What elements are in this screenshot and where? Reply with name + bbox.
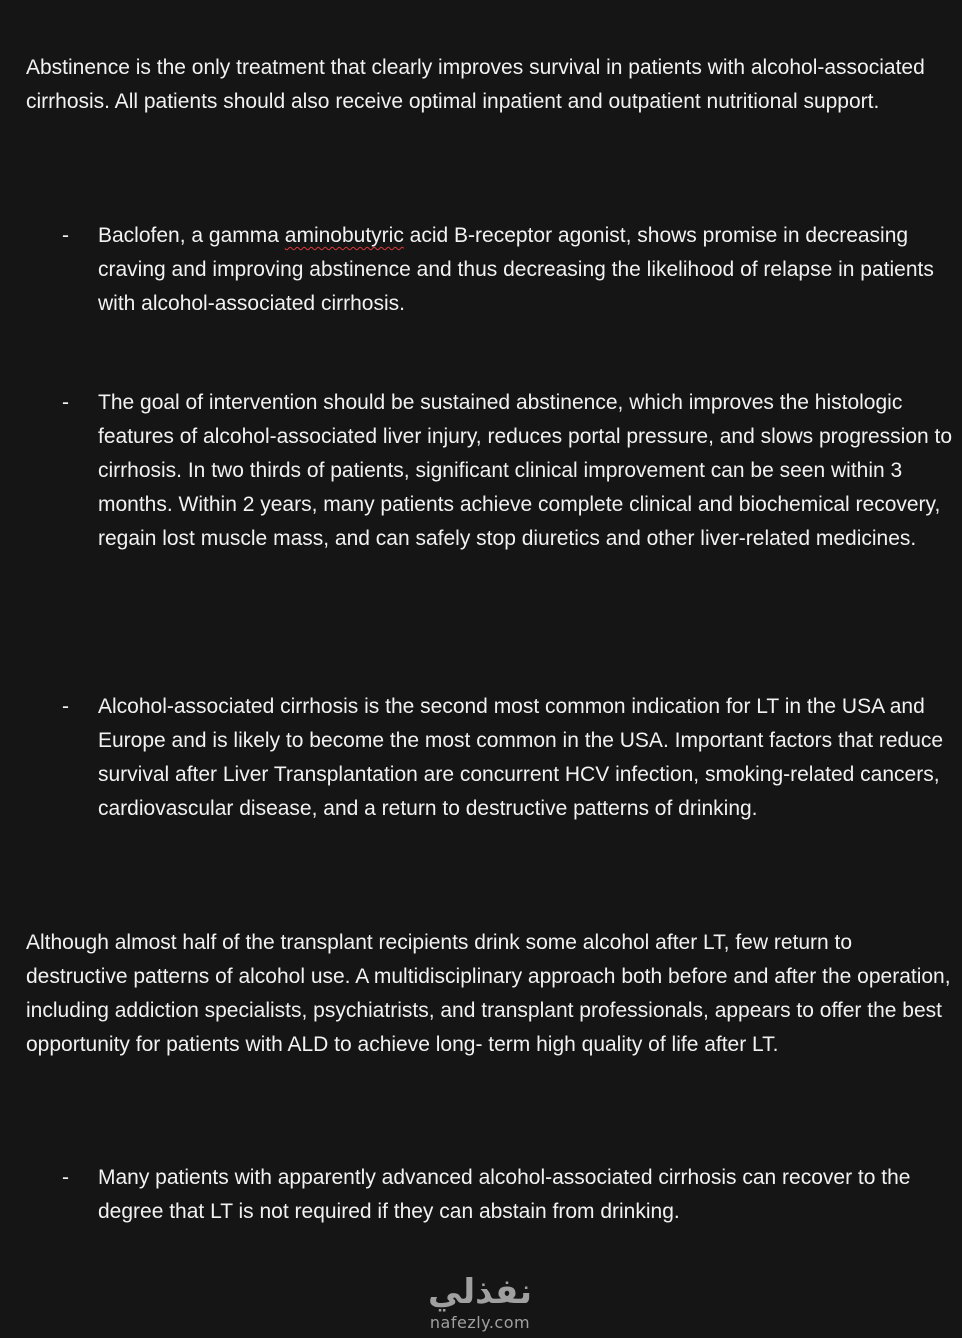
bullet-dash: - — [62, 695, 69, 718]
watermark-domain: nafezly.com — [429, 1313, 531, 1332]
bullet-text: Many patients with apparently advanced alcohol-associated cirrhosis can recover to the degree that LT is not required if they can abstain from drinking. — [98, 1166, 911, 1223]
bullet-recovery — [62, 1161, 952, 1229]
bullet-dash: - — [62, 391, 69, 414]
bullet-lt-indication — [62, 690, 952, 826]
bullet-text: The goal of intervention should be sustained abstinence, which improves the histologic features of alcohol-associated liver injury, reduces portal pressure, and slows progression to cirrhosis. In two thirds of patients, significant clinical improvement can be seen within 3 months. Within 2 years, many patients achieve complete clinical and biochemical recovery, regain lost muscle mass, and can safely stop diuretics and other liver-related medicines. — [98, 391, 953, 550]
bullet-text: Baclofen, a gamma aminobutyric acid B-receptor agonist, shows promise in decreasing craving and improving abstinence and thus decreasing the likelihood of relapse in patients with alcohol-associated cirrhosis. — [98, 224, 934, 315]
nafezly-watermark — [400, 1270, 560, 1338]
spellcheck-flagged-word[interactable]: aminobutyric — [284, 224, 404, 247]
transplant-paragraph: Although almost half of the transplant recipients drink some alcohol after LT, few return to destructive patterns of alcohol use. A multidisciplinary approach both before and after the operation, including addiction specialists, psychiatrists, and transplant professionals, appears to offer the best opportunity for patients with ALD to achieve long- term high quality of life after LT. — [26, 931, 951, 1056]
watermark-arabic-logo: نفذلي — [427, 1272, 533, 1312]
bullet-dash: - — [62, 224, 69, 247]
bullet-intervention-goal — [62, 386, 952, 556]
bullet-dash: - — [62, 1166, 69, 1189]
bullet-text: Alcohol-associated cirrhosis is the second most common indication for LT in the USA and Europe and is likely to become the most common in the USA. Important factors that reduce survival after Liver Transplantation are concurrent HCV infection, smoking-related cancers, cardiovascular disease, and a return to destructive patterns of drinking. — [98, 695, 944, 820]
intro-paragraph: Abstinence is the only treatment that clearly improves survival in patients with alcohol-associated cirrhosis. All patients should also receive optimal inpatient and outpatient nutritional support. — [26, 56, 925, 113]
bullet-baclofen — [62, 219, 952, 321]
